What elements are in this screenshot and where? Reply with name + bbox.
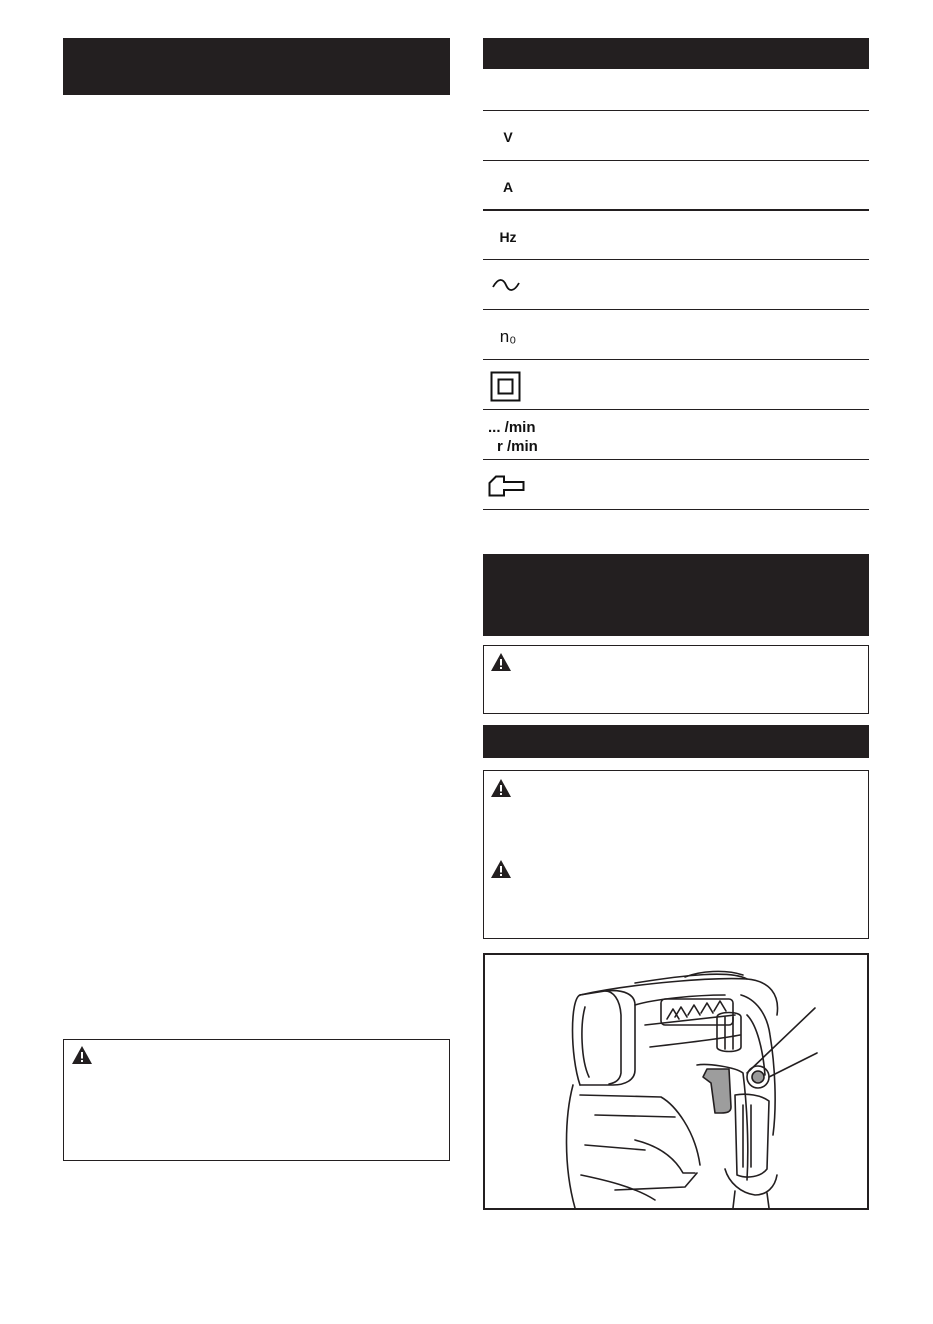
- symbols-row-divider: [483, 509, 869, 510]
- tool-illustration-figure: [483, 953, 869, 1210]
- double-insulation-icon: [490, 371, 521, 402]
- caution-box: [483, 770, 869, 939]
- rev-per-min-line2: r /min: [497, 438, 538, 455]
- volt-symbol: V: [503, 129, 513, 145]
- symbols-row-divider: [483, 409, 869, 410]
- trigger-shape: [703, 1069, 731, 1113]
- symbols-row-divider: [483, 259, 869, 260]
- rev-per-min-symbol: [488, 418, 538, 456]
- symbols-row-divider: [483, 309, 869, 310]
- symbols-row-divider: [483, 209, 869, 211]
- symbols-row-divider: [483, 160, 869, 161]
- symbols-row-divider: [483, 110, 869, 111]
- tilde-wave-icon: [491, 277, 521, 293]
- no-load-speed-symbol: n₀: [499, 327, 517, 346]
- symbols-header-bar: [483, 38, 869, 69]
- warning-triangle-icon: [490, 778, 512, 798]
- rotary-hammer-drawing: [485, 955, 867, 1208]
- symbols-row-divider: [483, 459, 869, 460]
- symbols-row-divider: [483, 359, 869, 360]
- warning-triangle-icon: [71, 1045, 93, 1065]
- safety-warning-box: [483, 645, 869, 714]
- description-section-header-bar: [483, 725, 869, 758]
- hammer-icon: [488, 475, 526, 497]
- warning-triangle-icon: [490, 652, 512, 672]
- ampere-symbol: A: [502, 179, 514, 195]
- safety-section-header-bar: [483, 554, 869, 636]
- warning-triangle-icon: [490, 859, 512, 879]
- hertz-symbol: Hz: [499, 229, 517, 245]
- left-warning-box: [63, 1039, 450, 1161]
- left-section-header-bar: [63, 38, 450, 95]
- rev-per-min-line1: ... /min: [488, 419, 536, 436]
